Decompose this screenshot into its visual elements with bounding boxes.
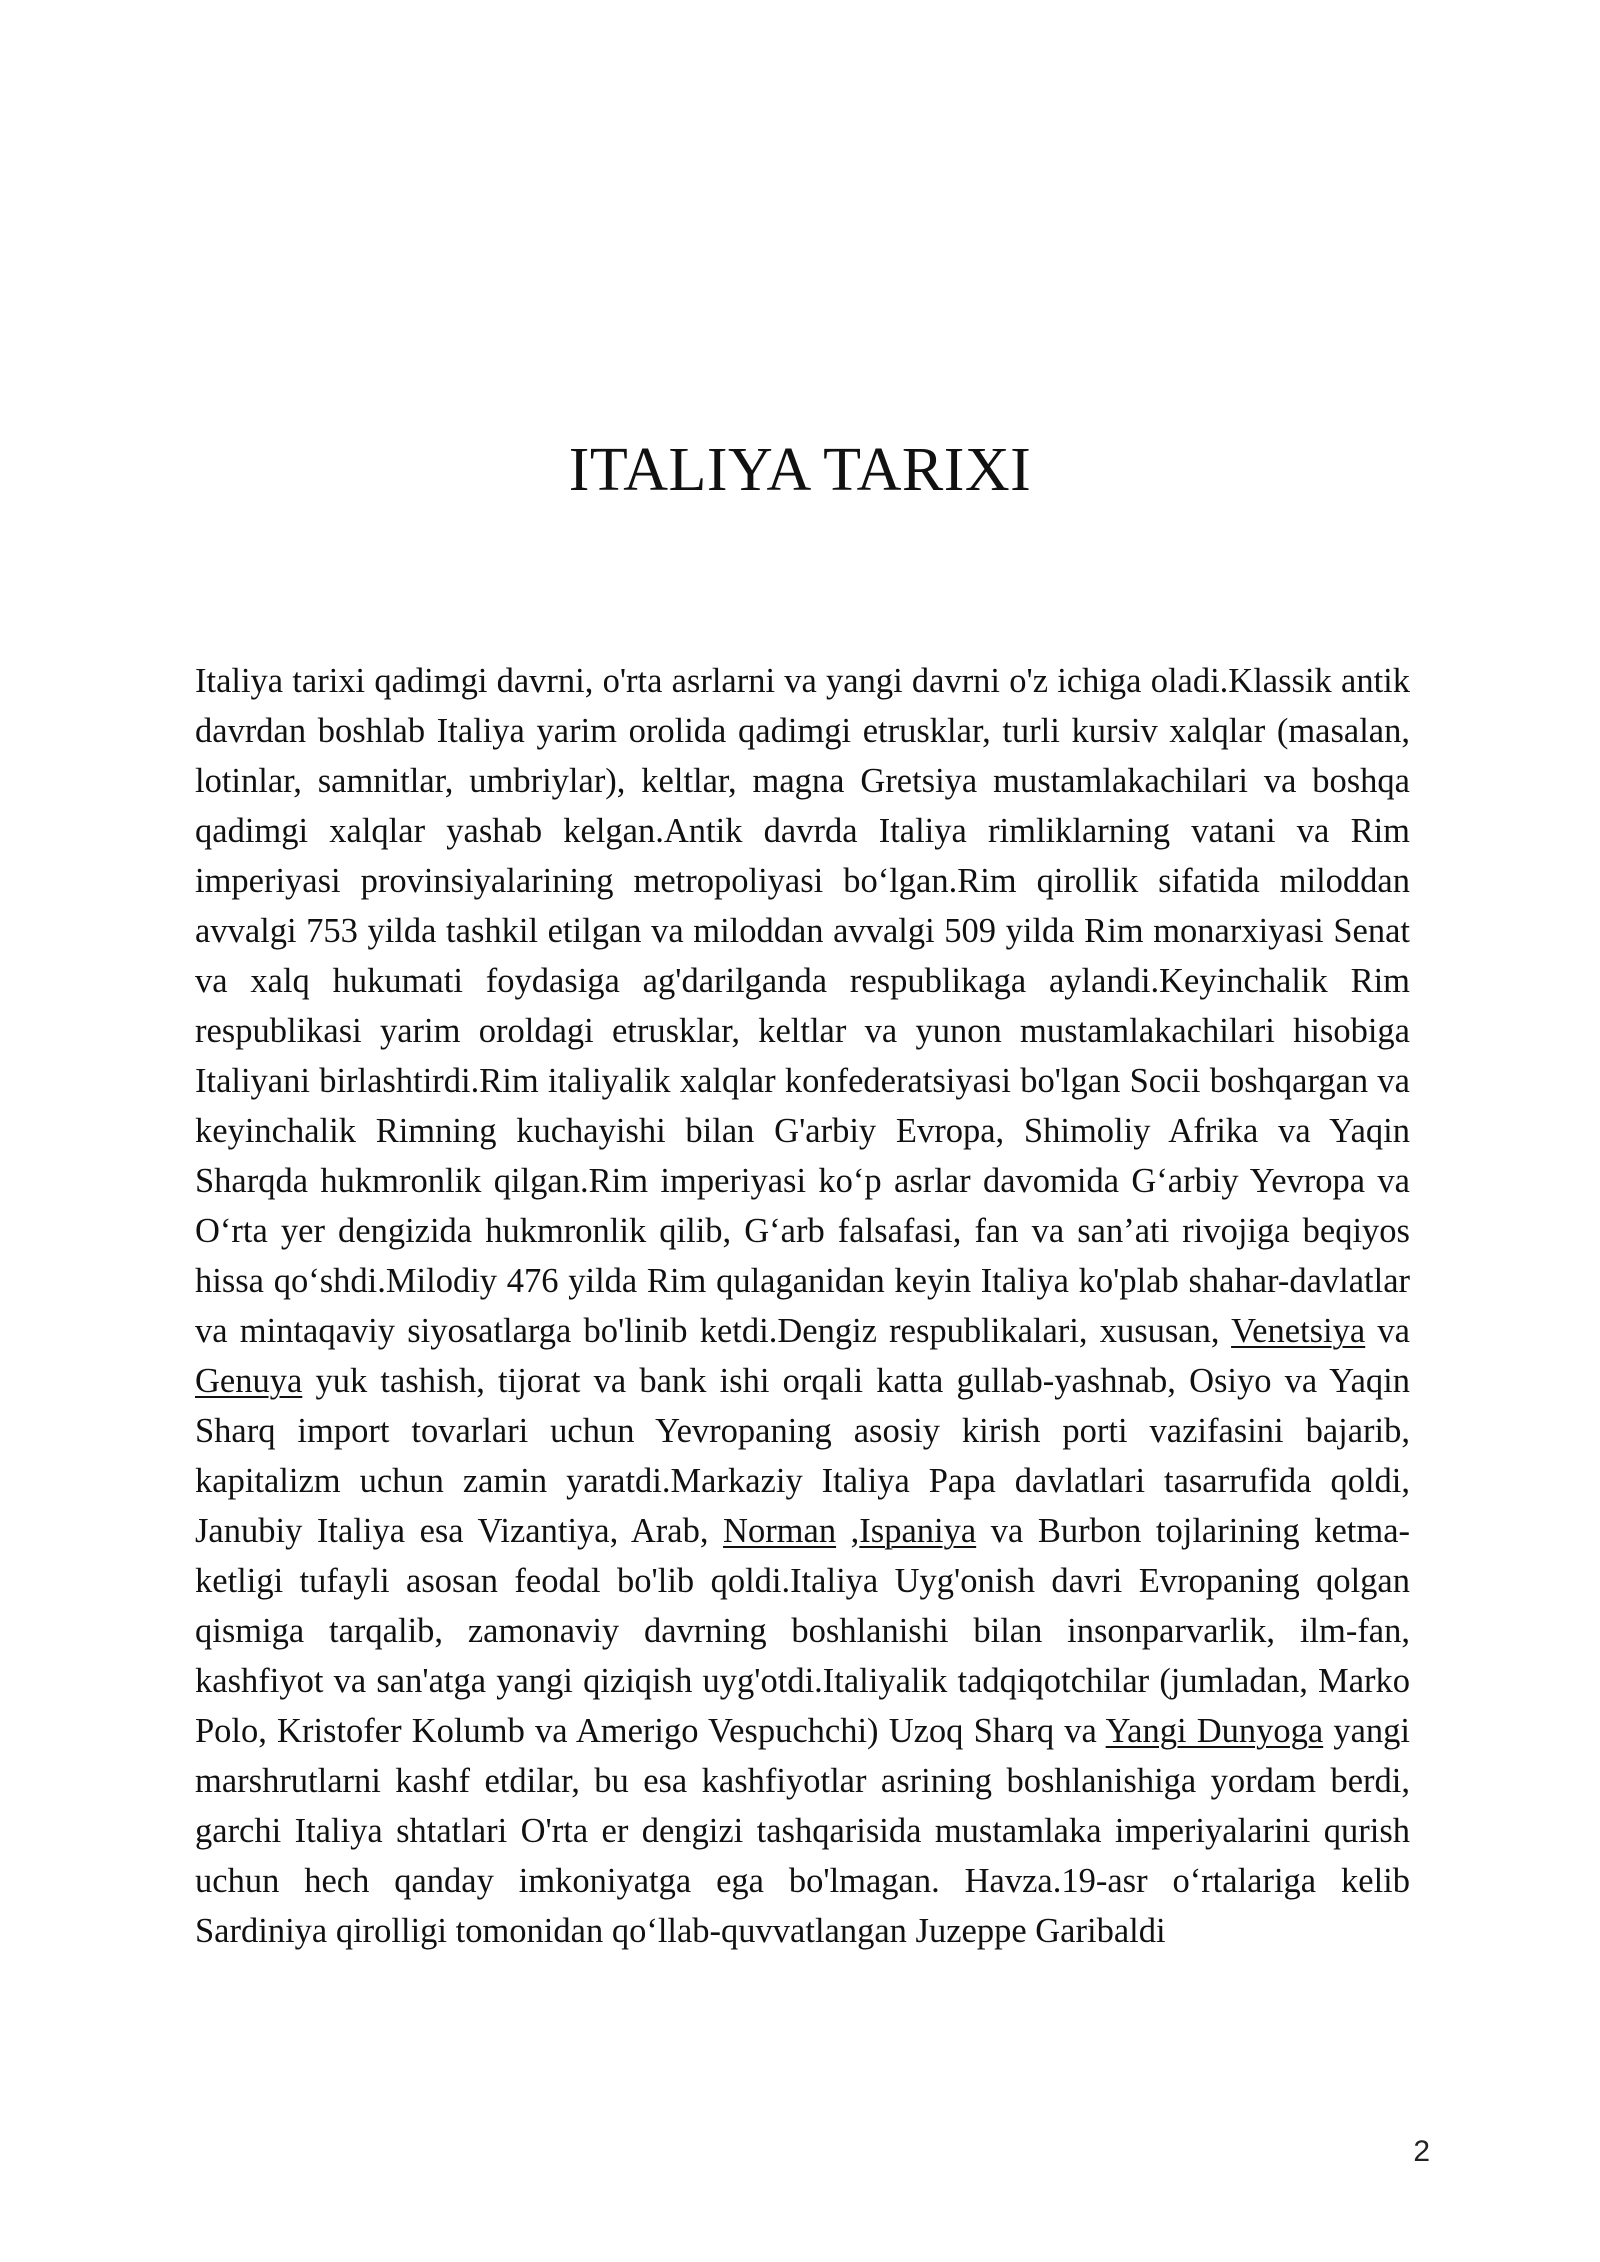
paragraph-text: va Burbon tojlarining ketma-ketligi tufayli asosan feodal bo'lib qoldi.Italiya Uyg'onish davri Evropaning qolgan qismiga tarqalib, zamonaviy davrning boshlanishi bilan insonparvarlik, ilm-fan, kashfiyot va san'atga yangi qiziqish uyg'otdi.Italiyalik tadqiqotchilar (jumladan, Marko Polo, Kristofer Kolumb va Amerigo Vespuchchi) Uzoq Sharq va <box>195 1512 1410 1750</box>
page-title: ITALIYA TARIXI <box>568 436 1032 504</box>
paragraph-text: va <box>1365 1312 1410 1350</box>
link-genuya[interactable]: Genuya <box>195 1362 303 1400</box>
link-norman[interactable]: Norman <box>723 1512 837 1550</box>
page-number: 2 <box>1413 2135 1430 2168</box>
paragraph-text: , <box>836 1512 860 1550</box>
body-paragraph <box>195 656 1410 1956</box>
paragraph-text: Italiya tarixi qadimgi davrni, o'rta asrlarni va yangi davrni o'z ichiga oladi.Klassik antik davrdan boshlab Italiya yarim orolida qadimgi etrusklar, turli kursiv xalqlar (masalan, lotinlar, samnitlar, umbriylar), keltlar, magna Gretsiya mustamlakachilari va boshqa qadimgi xalqlar yashab kelgan.Antik davrda Italiya rimliklarning vatani va Rim imperiyasi provinsiyalarining metropoliyasi bo‘lgan.Rim qirollik sifatida miloddan avvalgi 753 yilda tashkil etilgan va miloddan avvalgi 509 yilda Rim monarxiyasi Senat va xalq hukumati foydasiga ag'darilganda respublikaga aylandi.Keyinchalik Rim respublikasi yarim oroldagi etrusklar, keltlar va yunon mustamlakachilari hisobiga Italiyani birlashtirdi.Rim italiyalik xalqlar konfederatsiyasi bo'lgan Socii boshqargan va keyinchalik Rimning kuchayishi bilan G'arbiy Evropa, Shimoliy Afrika va Yaqin Sharqda hukmronlik qilgan.Rim imperiyasi ko‘p asrlar davomida G‘arbiy Yevropa va O‘rta yer dengizida hukmronlik qilib, G‘arb falsafasi, fan va san’ati rivojiga beqiyos hissa qo‘shdi.Milodiy 476 yilda Rim qulaganidan keyin Italiya ko'plab shahar-davlatlar va mintaqaviy siyosatlarga bo'linib ketdi.Dengiz respublikalari, xususan, <box>195 662 1410 1350</box>
paragraph-text: yangi marshrutlarni kashf etdilar, bu esa kashfiyotlar asrining boshlanishiga yordam berdi, garchi Italiya shtatlari O'rta er dengizi tashqarisida mustamlaka imperiyalarini qurish uchun hech qanday imkoniyatga ega bo'lmagan. Havza.19-asr o‘rtalariga kelib Sardiniya qirolligi tomonidan qo‘llab-quvvatlangan Juzeppe Garibaldi <box>195 1712 1410 1950</box>
link-ispaniya[interactable]: Ispaniya <box>859 1512 977 1550</box>
paragraph-text: yuk tashish, tijorat va bank ishi orqali katta gullab-yashnab, Osiyo va Yaqin Sharq import tovarlari uchun Yevropaning asosiy kirish porti vazifasini bajarib, kapitalizm uchun zamin yaratdi.Markaziy Italiya Papa davlatlari tasarrufida qoldi, Janubiy Italiya esa Vizantiya, Arab, <box>195 1362 1410 1550</box>
link-yangi-dunyoga[interactable]: Yangi Dunyoga <box>1105 1712 1324 1750</box>
link-venetsiya[interactable]: Venetsiya <box>1231 1312 1366 1350</box>
